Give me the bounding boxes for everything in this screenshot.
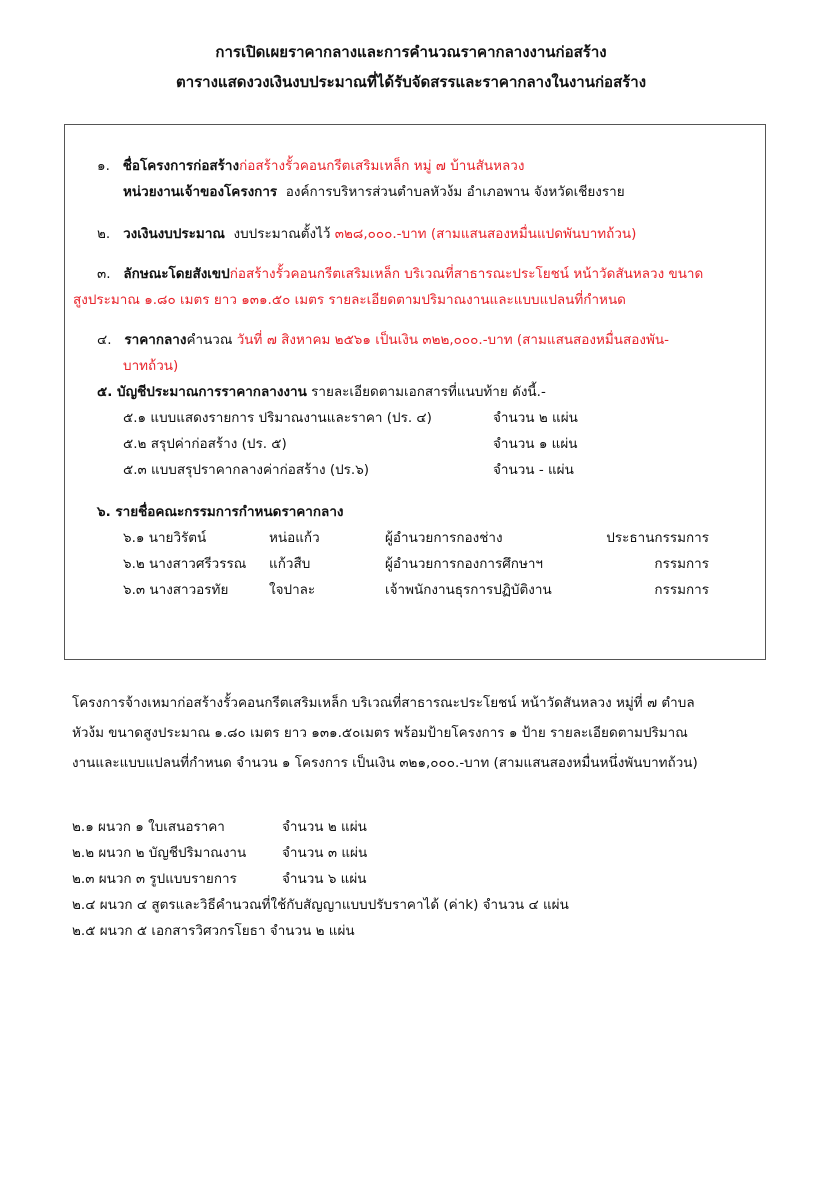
- attachment-label: ๒.๓ ผนวก ๓ รูปแบบรายการ: [72, 871, 237, 887]
- estimate-heading-label: ๕. บัญชีประมาณการราคากลางงาน: [97, 384, 307, 400]
- project-description-line-3: งานและแบบแปลนที่กำหนด จำนวน ๑ โครงการ เป็นเงิน ๓๒๑,๐๐๐.-บาท (สามแสนสองหมื่นหนึ่งพันบาทถ้วน): [72, 755, 698, 771]
- estimate-item-count: จำนวน - แผ่น: [493, 462, 574, 478]
- member-role: ประธานกรรมการ: [606, 530, 709, 546]
- member-name: ๖.๓ นางสาวอรทัย: [123, 582, 229, 598]
- attachment-count: จำนวน ๖ แผ่น: [282, 871, 367, 887]
- member-position: ผู้อำนวยการกองช่าง: [385, 530, 503, 546]
- document-subtitle: ตารางแสดงวงเงินงบประมาณที่ได้รับจัดสรรและราคากลางในงานก่อสร้าง: [175, 73, 647, 91]
- project-description-line-2: หัวง้ม ขนาดสูงประมาณ ๑.๘๐ เมตร ยาว ๑๓๑.๕๐เมตร พร้อมป้ายโครงการ ๑ ป้าย รายละเอียดตามปริมาณ: [72, 725, 688, 741]
- section-number: ๒.: [97, 226, 111, 242]
- attachment-label: ๒.๒ ผนวก ๒ บัญชีปริมาณงาน: [72, 845, 247, 861]
- member-role: กรรมการ: [654, 582, 709, 598]
- project-name-line: [97, 157, 524, 175]
- section-number: ๑.: [97, 158, 110, 174]
- summary-line-2: สูงประมาณ ๑.๘๐ เมตร ยาว ๑๓๑.๕๐ เมตร รายละเอียดตามปริมาณงานและแบบแปลนที่กำหนด: [73, 292, 626, 308]
- median-price-value: วันที่ ๗ สิงหาคม ๒๕๖๑ เป็นเงิน ๓๒๒,๐๐๐.-บาท (สามแสนสองหมื่นสองพัน-: [236, 332, 669, 348]
- owner-line: [123, 183, 625, 201]
- attachment-count: จำนวน ๒ แผ่น: [282, 819, 367, 835]
- section-number: ๔.: [97, 332, 112, 348]
- section-number: ๓.: [97, 266, 111, 282]
- project-description-line-1: โครงการจ้างเหมาก่อสร้างรั้วคอนกรีตเสริมเหล็ก บริเวณที่สาธารณะประโยชน์ หน้าวัดสันหลวง หมู่ที่ ๗ ตำบล: [72, 695, 695, 711]
- member-position: ผู้อำนวยการกองการศึกษาฯ: [385, 556, 544, 572]
- summary-label: ลักษณะโดยสังเขป: [123, 266, 230, 282]
- summary-line-1: [97, 265, 703, 283]
- estimate-item-label: ๕.๒ สรุปค่าก่อสร้าง (ปร. ๕): [123, 436, 287, 452]
- budget-label: วงเงินงบประมาณ: [123, 226, 225, 242]
- summary-value: ก่อสร้างรั้วคอนกรีตเสริมเหล็ก บริเวณที่สาธารณะประโยชน์ หน้าวัดสันหลวง ขนาด: [229, 266, 704, 282]
- member-name: ๖.๒ นางสาวศรีวรรณ: [123, 556, 247, 572]
- project-name-value: ก่อสร้างรั้วคอนกรีตเสริมเหล็ก หมู่ ๗ บ้านสันหลวง: [239, 158, 525, 174]
- estimate-item-count: จำนวน ๑ แผ่น: [493, 436, 578, 452]
- budget-text: งบประมาณตั้งไว้: [233, 226, 335, 242]
- median-price-line-2: บาทถ้วน): [123, 358, 179, 374]
- estimate-heading-text: รายละเอียดตามเอกสารที่แนบท้าย ดังนี้.-: [306, 384, 546, 400]
- estimate-item-label: ๕.๓ แบบสรุปราคากลางค่าก่อสร้าง (ปร.๖): [123, 462, 370, 478]
- attachment-label: ๒.๕ ผนวก ๕ เอกสารวิศวกรโยธา จำนวน ๒ แผ่น: [72, 923, 355, 939]
- member-surname: ใจปาละ: [269, 582, 316, 598]
- budget-summary-box: [64, 124, 766, 660]
- median-price-line-1: [97, 331, 669, 349]
- member-role: กรรมการ: [654, 556, 709, 572]
- member-position: เจ้าพนักงานธุรการปฏิบัติงาน: [385, 582, 552, 598]
- owner-value: องค์การบริหารส่วนตำบลหัวง้ม อำเภอพาน จังหวัดเชียงราย: [285, 184, 625, 200]
- owner-label: หน่วยงานเจ้าของโครงการ: [123, 184, 278, 200]
- document-title: การเปิดเผยราคากลางและการคำนวณราคากลางงานก่อสร้าง: [215, 43, 607, 61]
- committee-heading: ๖. รายชื่อคณะกรรมการกำหนดราคากลาง: [97, 504, 344, 520]
- budget-line: [97, 225, 636, 243]
- median-price-text: คำนวณ: [186, 332, 237, 348]
- estimate-heading: [97, 383, 546, 401]
- estimate-item-count: จำนวน ๒ แผ่น: [493, 410, 578, 426]
- member-surname: หน่อแก้ว: [269, 530, 320, 546]
- project-name-label: ชื่อโครงการก่อสร้าง: [122, 158, 240, 174]
- median-price-label: ราคากลาง: [124, 332, 187, 348]
- budget-value: ๓๒๘,๐๐๐.-บาท (สามแสนสองหมื่นแปดพันบาทถ้วน): [334, 226, 637, 242]
- attachment-label: ๒.๑ ผนวก ๑ ใบเสนอราคา: [72, 819, 225, 835]
- member-name: ๖.๑ นายวิรัตน์: [123, 530, 207, 546]
- attachment-label: ๒.๔ ผนวก ๔ สูตรและวิธีคำนวณที่ใช้กับสัญญาแบบปรับราคาได้ (ค่าk) จำนวน ๔ แผ่น: [72, 897, 569, 913]
- attachment-count: จำนวน ๓ แผ่น: [282, 845, 368, 861]
- member-surname: แก้วสืบ: [269, 556, 311, 572]
- estimate-item-label: ๕.๑ แบบแสดงรายการ ปริมาณงานและราคา (ปร. ๔): [123, 410, 432, 426]
